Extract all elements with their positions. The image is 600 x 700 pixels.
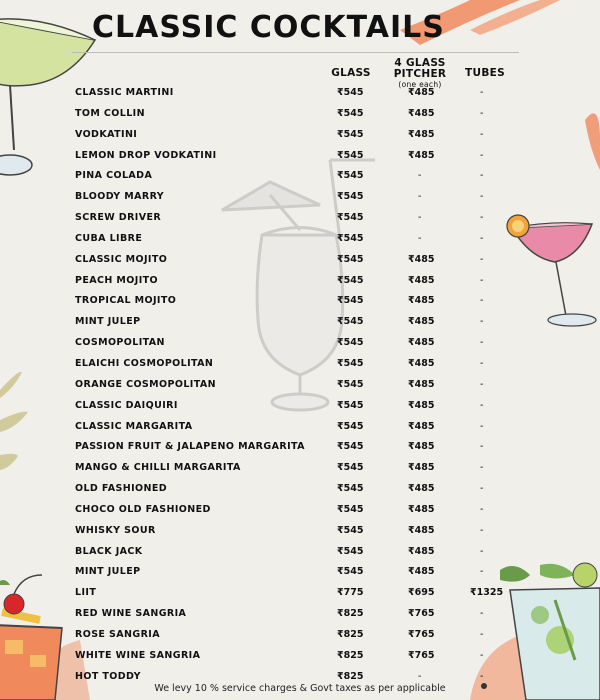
menu-item-name: RED WINE SANGRIA [75, 608, 187, 620]
menu-item-pitcher-price: ₹485 [408, 253, 435, 265]
menu-item-tubes-price: - [480, 274, 484, 286]
menu-item-glass-price: ₹545 [337, 524, 364, 536]
menu-item-pitcher-price: ₹765 [408, 608, 435, 620]
menu-item-tubes-price: - [480, 483, 484, 495]
menu-item-pitcher-price: ₹485 [408, 316, 435, 328]
menu-item-pitcher-price: ₹485 [408, 524, 435, 536]
menu-item-row [0, 542, 600, 563]
menu-item-pitcher-price: - [418, 170, 422, 182]
menu-item-row [0, 521, 600, 542]
menu-item-glass-price: ₹545 [337, 378, 364, 390]
menu-item-glass-price: ₹545 [337, 399, 364, 411]
menu-item-tubes-price: - [480, 566, 484, 578]
menu-item-pitcher-price: ₹485 [408, 420, 435, 432]
menu-item-row [0, 312, 600, 333]
menu-item-name: WHITE WINE SANGRIA [75, 649, 201, 661]
menu-item-name: ORANGE COSMOPOLITAN [75, 378, 216, 390]
menu-item-row [0, 333, 600, 354]
menu-item-row [0, 646, 600, 667]
menu-item-pitcher-price: ₹485 [408, 399, 435, 411]
menu-item-row [0, 125, 600, 146]
menu-item-row [0, 291, 600, 312]
service-charge-note: We levy 10 % service charges & Govt taxes as per applicable [154, 683, 446, 694]
menu-item-glass-price: ₹545 [337, 337, 364, 349]
menu-item-row [0, 604, 600, 625]
menu-item-glass-price: ₹545 [337, 503, 364, 515]
menu-item-tubes-price: - [480, 524, 484, 536]
menu-item-row [0, 375, 600, 396]
menu-item-row [0, 104, 600, 125]
menu-item-pitcher-price: ₹485 [408, 566, 435, 578]
menu-item-glass-price: ₹545 [337, 566, 364, 578]
menu-item-tubes-price: - [480, 107, 484, 119]
menu-item-row [0, 354, 600, 375]
menu-item-name: MANGO & CHILLI MARGARITA [75, 462, 241, 474]
menu-item-pitcher-price: ₹485 [408, 128, 435, 140]
menu-item-glass-price: ₹545 [337, 316, 364, 328]
menu-item-name: WHISKY SOUR [75, 524, 156, 536]
menu-item-glass-price: ₹545 [337, 149, 364, 161]
title-divider [72, 52, 519, 53]
menu-item-row [0, 417, 600, 438]
column-header-pitcher-label: 4 GLASS PITCHER [393, 57, 447, 80]
menu-item-name: ROSE SANGRIA [75, 628, 160, 640]
menu-item-pitcher-price: ₹765 [408, 649, 435, 661]
menu-item-pitcher-price: ₹485 [408, 274, 435, 286]
menu-item-row [0, 562, 600, 583]
menu-item-name: COSMOPOLITAN [75, 337, 165, 349]
menu-item-name: CUBA LIBRE [75, 232, 143, 244]
menu-item-name: CLASSIC DAIQUIRI [75, 399, 178, 411]
menu-item-tubes-price: - [480, 191, 484, 203]
menu-item-pitcher-price: ₹485 [408, 545, 435, 557]
menu-item-tubes-price: - [480, 545, 484, 557]
menu-item-tubes-price: - [480, 295, 484, 307]
menu-item-pitcher-price: ₹485 [408, 87, 435, 98]
menu-item-glass-price: ₹545 [337, 107, 364, 119]
menu-item-glass-price: ₹545 [337, 128, 364, 140]
menu-item-glass-price: ₹545 [337, 462, 364, 474]
menu-item-row [0, 479, 600, 500]
menu-item-tubes-price: - [480, 649, 484, 661]
menu-item-tubes-price: - [480, 232, 484, 244]
menu-item-pitcher-price: ₹485 [408, 503, 435, 515]
menu-item-tubes-price: - [480, 212, 484, 224]
menu-item-name: ELAICHI COSMOPOLITAN [75, 357, 214, 369]
menu-item-tubes-price: - [480, 399, 484, 411]
menu-item-tubes-price: - [480, 670, 484, 682]
menu-item-tubes-price: - [480, 608, 484, 620]
menu-item-glass-price: ₹545 [337, 212, 364, 224]
menu-item-name: HOT TODDY [75, 670, 141, 682]
menu-item-glass-price: ₹825 [337, 628, 364, 640]
menu-item-glass-price: ₹545 [337, 170, 364, 182]
column-header-tubes [462, 68, 508, 79]
menu-item-tubes-price: - [480, 337, 484, 349]
menu-item-pitcher-price: ₹485 [408, 357, 435, 369]
menu-item-name: LEMON DROP VODKATINI [75, 149, 217, 161]
menu-item-tubes-price: - [480, 628, 484, 640]
menu-item-row [0, 166, 600, 187]
menu-item-row [0, 437, 600, 458]
menu-item-name: BLACK JACK [75, 545, 143, 557]
menu-item-name: LIIT [75, 587, 97, 599]
column-header-glass [328, 68, 374, 79]
menu-item-tubes-price: - [480, 462, 484, 474]
menu-item-row [0, 625, 600, 646]
menu-item-name: TOM COLLIN [75, 107, 145, 119]
menu-item-tubes-price: - [480, 316, 484, 328]
menu-item-pitcher-price: ₹485 [408, 149, 435, 161]
menu-item-row [0, 271, 600, 292]
menu-item-tubes-price: ₹1325 [470, 587, 504, 599]
menu-item-pitcher-price: - [418, 191, 422, 203]
menu-item-row [0, 146, 600, 167]
menu-item-name: BLOODY MARRY [75, 191, 165, 203]
menu-item-glass-price: ₹545 [337, 545, 364, 557]
menu-item-glass-price: ₹545 [337, 191, 364, 203]
menu-item-tubes-price: - [480, 420, 484, 432]
menu-items-list [0, 83, 600, 687]
menu-item-pitcher-price: - [418, 232, 422, 244]
menu-item-name: TROPICAL MOJITO [75, 295, 177, 307]
menu-item-pitcher-price: ₹695 [408, 587, 435, 599]
menu-item-row [0, 396, 600, 417]
menu-item-name: CLASSIC MARTINI [75, 87, 174, 98]
menu-item-glass-price: ₹545 [337, 420, 364, 432]
menu-item-pitcher-price: ₹485 [408, 337, 435, 349]
menu-item-name: VODKATINI [75, 128, 138, 140]
menu-item-pitcher-price: ₹485 [408, 483, 435, 495]
menu-item-row [0, 83, 600, 104]
menu-item-glass-price: ₹545 [337, 357, 364, 369]
menu-item-tubes-price: - [480, 87, 484, 98]
menu-item-glass-price: ₹775 [337, 587, 364, 599]
menu-item-pitcher-price: ₹485 [408, 441, 435, 453]
menu-item-name: OLD FASHIONED [75, 483, 168, 495]
menu-item-tubes-price: - [480, 149, 484, 161]
menu-title: CLASSIC COCKTAILS [92, 10, 445, 45]
menu-item-glass-price: ₹545 [337, 253, 364, 265]
menu-item-tubes-price: - [480, 503, 484, 515]
menu-item-name: PEACH MOJITO [75, 274, 158, 286]
menu-item-name: CLASSIC MOJITO [75, 253, 168, 265]
menu-item-row [0, 458, 600, 479]
menu-item-row [0, 229, 600, 250]
menu-item-glass-price: ₹545 [337, 441, 364, 453]
menu-item-glass-price: ₹545 [337, 87, 364, 98]
menu-item-tubes-price: - [480, 170, 484, 182]
menu-item-glass-price: ₹825 [337, 608, 364, 620]
menu-item-row [0, 250, 600, 271]
menu-item-name: CLASSIC MARGARITA [75, 420, 193, 432]
menu-item-row [0, 187, 600, 208]
menu-item-tubes-price: - [480, 128, 484, 140]
column-header-pitcher-sub: (one each) [398, 80, 442, 89]
menu-item-glass-price: ₹545 [337, 232, 364, 244]
menu-item-glass-price: ₹545 [337, 274, 364, 286]
menu-item-pitcher-price: ₹485 [408, 107, 435, 119]
menu-item-glass-price: ₹825 [337, 649, 364, 661]
menu-item-glass-price: ₹545 [337, 483, 364, 495]
column-header-glass-label: GLASS [331, 67, 371, 79]
menu-item-name: CHOCO OLD FASHIONED [75, 503, 211, 515]
menu-item-name: MINT JULEP [75, 566, 141, 578]
menu-item-pitcher-price: ₹485 [408, 295, 435, 307]
menu-item-name: PINA COLADA [75, 170, 153, 182]
menu-item-pitcher-price: ₹485 [408, 462, 435, 474]
menu-item-pitcher-price: - [418, 212, 422, 224]
menu-item-tubes-price: - [480, 441, 484, 453]
menu-item-pitcher-price: - [418, 670, 422, 682]
menu-item-row [0, 500, 600, 521]
menu-item-tubes-price: - [480, 357, 484, 369]
menu-item-name: MINT JULEP [75, 316, 141, 328]
menu-item-name: PASSION FRUIT & JALAPENO MARGARITA [75, 441, 305, 453]
column-header-tubes-label: TUBES [465, 67, 505, 79]
menu-item-name: SCREW DRIVER [75, 212, 162, 224]
menu-item-tubes-price: - [480, 253, 484, 265]
menu-item-pitcher-price: ₹765 [408, 628, 435, 640]
menu-item-pitcher-price: ₹485 [408, 378, 435, 390]
menu-item-glass-price: ₹545 [337, 295, 364, 307]
menu-item-glass-price: ₹825 [337, 670, 364, 682]
menu-item-row [0, 583, 600, 604]
menu-item-row [0, 208, 600, 229]
menu-item-tubes-price: - [480, 378, 484, 390]
